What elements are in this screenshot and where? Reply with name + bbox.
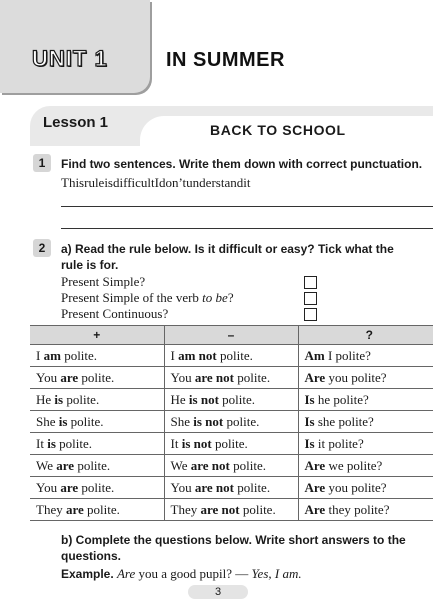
tick-box-present-continuous[interactable]: [304, 308, 317, 321]
cell-negative: It is not polite.: [164, 433, 298, 455]
table-row: [30, 433, 433, 455]
exercise-1-instruction: Find two sentences. Write them down with correct punctuation.: [61, 157, 423, 171]
exercise-1-number: 1: [33, 154, 51, 172]
cell-negative: They are not polite.: [164, 499, 298, 521]
table-row: [30, 455, 433, 477]
cell-negative: You are not polite.: [164, 477, 298, 499]
exercise-1-text: ThisruleisdifficultIdon’tunderstandit: [61, 175, 251, 190]
cell-negative: She is not polite.: [164, 411, 298, 433]
tick-box-present-simple-to-be[interactable]: [304, 292, 317, 305]
header-negative: –: [164, 326, 298, 345]
exercise-2-part-b-line-1: b) Complete the questions below. Write short answers to the: [61, 533, 406, 547]
unit-label: UNIT 1: [32, 46, 108, 71]
exercise-2-part-b-line-2: questions.: [61, 549, 122, 563]
example-label: Example.: [61, 567, 114, 581]
example-answer: Yes, I am.: [251, 566, 302, 581]
exercise-2-number: 2: [33, 239, 51, 257]
answer-line-2[interactable]: [61, 228, 433, 229]
cell-question: Is it polite?: [298, 433, 433, 455]
table-row: [30, 477, 433, 499]
option-present-continuous: Present Continuous?: [61, 306, 321, 322]
cell-negative: We are not polite.: [164, 455, 298, 477]
table-row: [30, 345, 433, 367]
table-row: [30, 389, 433, 411]
option-present-simple-to-be: Present Simple of the verb to be?: [61, 290, 321, 306]
cell-question: Are you polite?: [298, 367, 433, 389]
page-number: 3: [188, 585, 248, 599]
cell-affirmative: You are polite.: [30, 477, 164, 499]
tick-box-present-simple[interactable]: [304, 276, 317, 289]
cell-negative: I am not polite.: [164, 345, 298, 367]
example-line: [61, 566, 302, 582]
lesson-title: Lesson 1: [43, 114, 109, 131]
lesson-topic: BACK TO SCHOOL: [210, 122, 346, 138]
cell-negative: You are not polite.: [164, 367, 298, 389]
rule-table: [30, 325, 433, 521]
example-question-verb: Are: [116, 566, 136, 581]
cell-affirmative: You are polite.: [30, 367, 164, 389]
header-question: ?: [298, 326, 433, 345]
cell-question: Is she polite?: [298, 411, 433, 433]
cell-affirmative: It is polite.: [30, 433, 164, 455]
cell-affirmative: He is polite.: [30, 389, 164, 411]
cell-negative: He is not polite.: [164, 389, 298, 411]
table-row: [30, 411, 433, 433]
cell-question: Are they polite?: [298, 499, 433, 521]
cell-affirmative: We are polite.: [30, 455, 164, 477]
exercise-2-part-a-line-2: rule is for.: [61, 258, 119, 272]
table-header-row: [30, 326, 433, 345]
option-present-simple: Present Simple?: [61, 274, 321, 290]
cell-question: Am I polite?: [298, 345, 433, 367]
answer-line-1[interactable]: [61, 206, 433, 207]
unit-title: IN SUMMER: [166, 49, 285, 71]
cell-question: Are we polite?: [298, 455, 433, 477]
exercise-2-part-a-line-1: a) Read the rule below. Is it difficult or easy? Tick what the: [61, 242, 394, 256]
cell-affirmative: I am polite.: [30, 345, 164, 367]
example-question-rest: you a good pupil? —: [135, 566, 252, 581]
cell-question: Is he polite?: [298, 389, 433, 411]
table-row: [30, 367, 433, 389]
header-affirmative: +: [30, 326, 164, 345]
cell-question: Are you polite?: [298, 477, 433, 499]
table-row: [30, 499, 433, 521]
cell-affirmative: They are polite.: [30, 499, 164, 521]
cell-affirmative: She is polite.: [30, 411, 164, 433]
